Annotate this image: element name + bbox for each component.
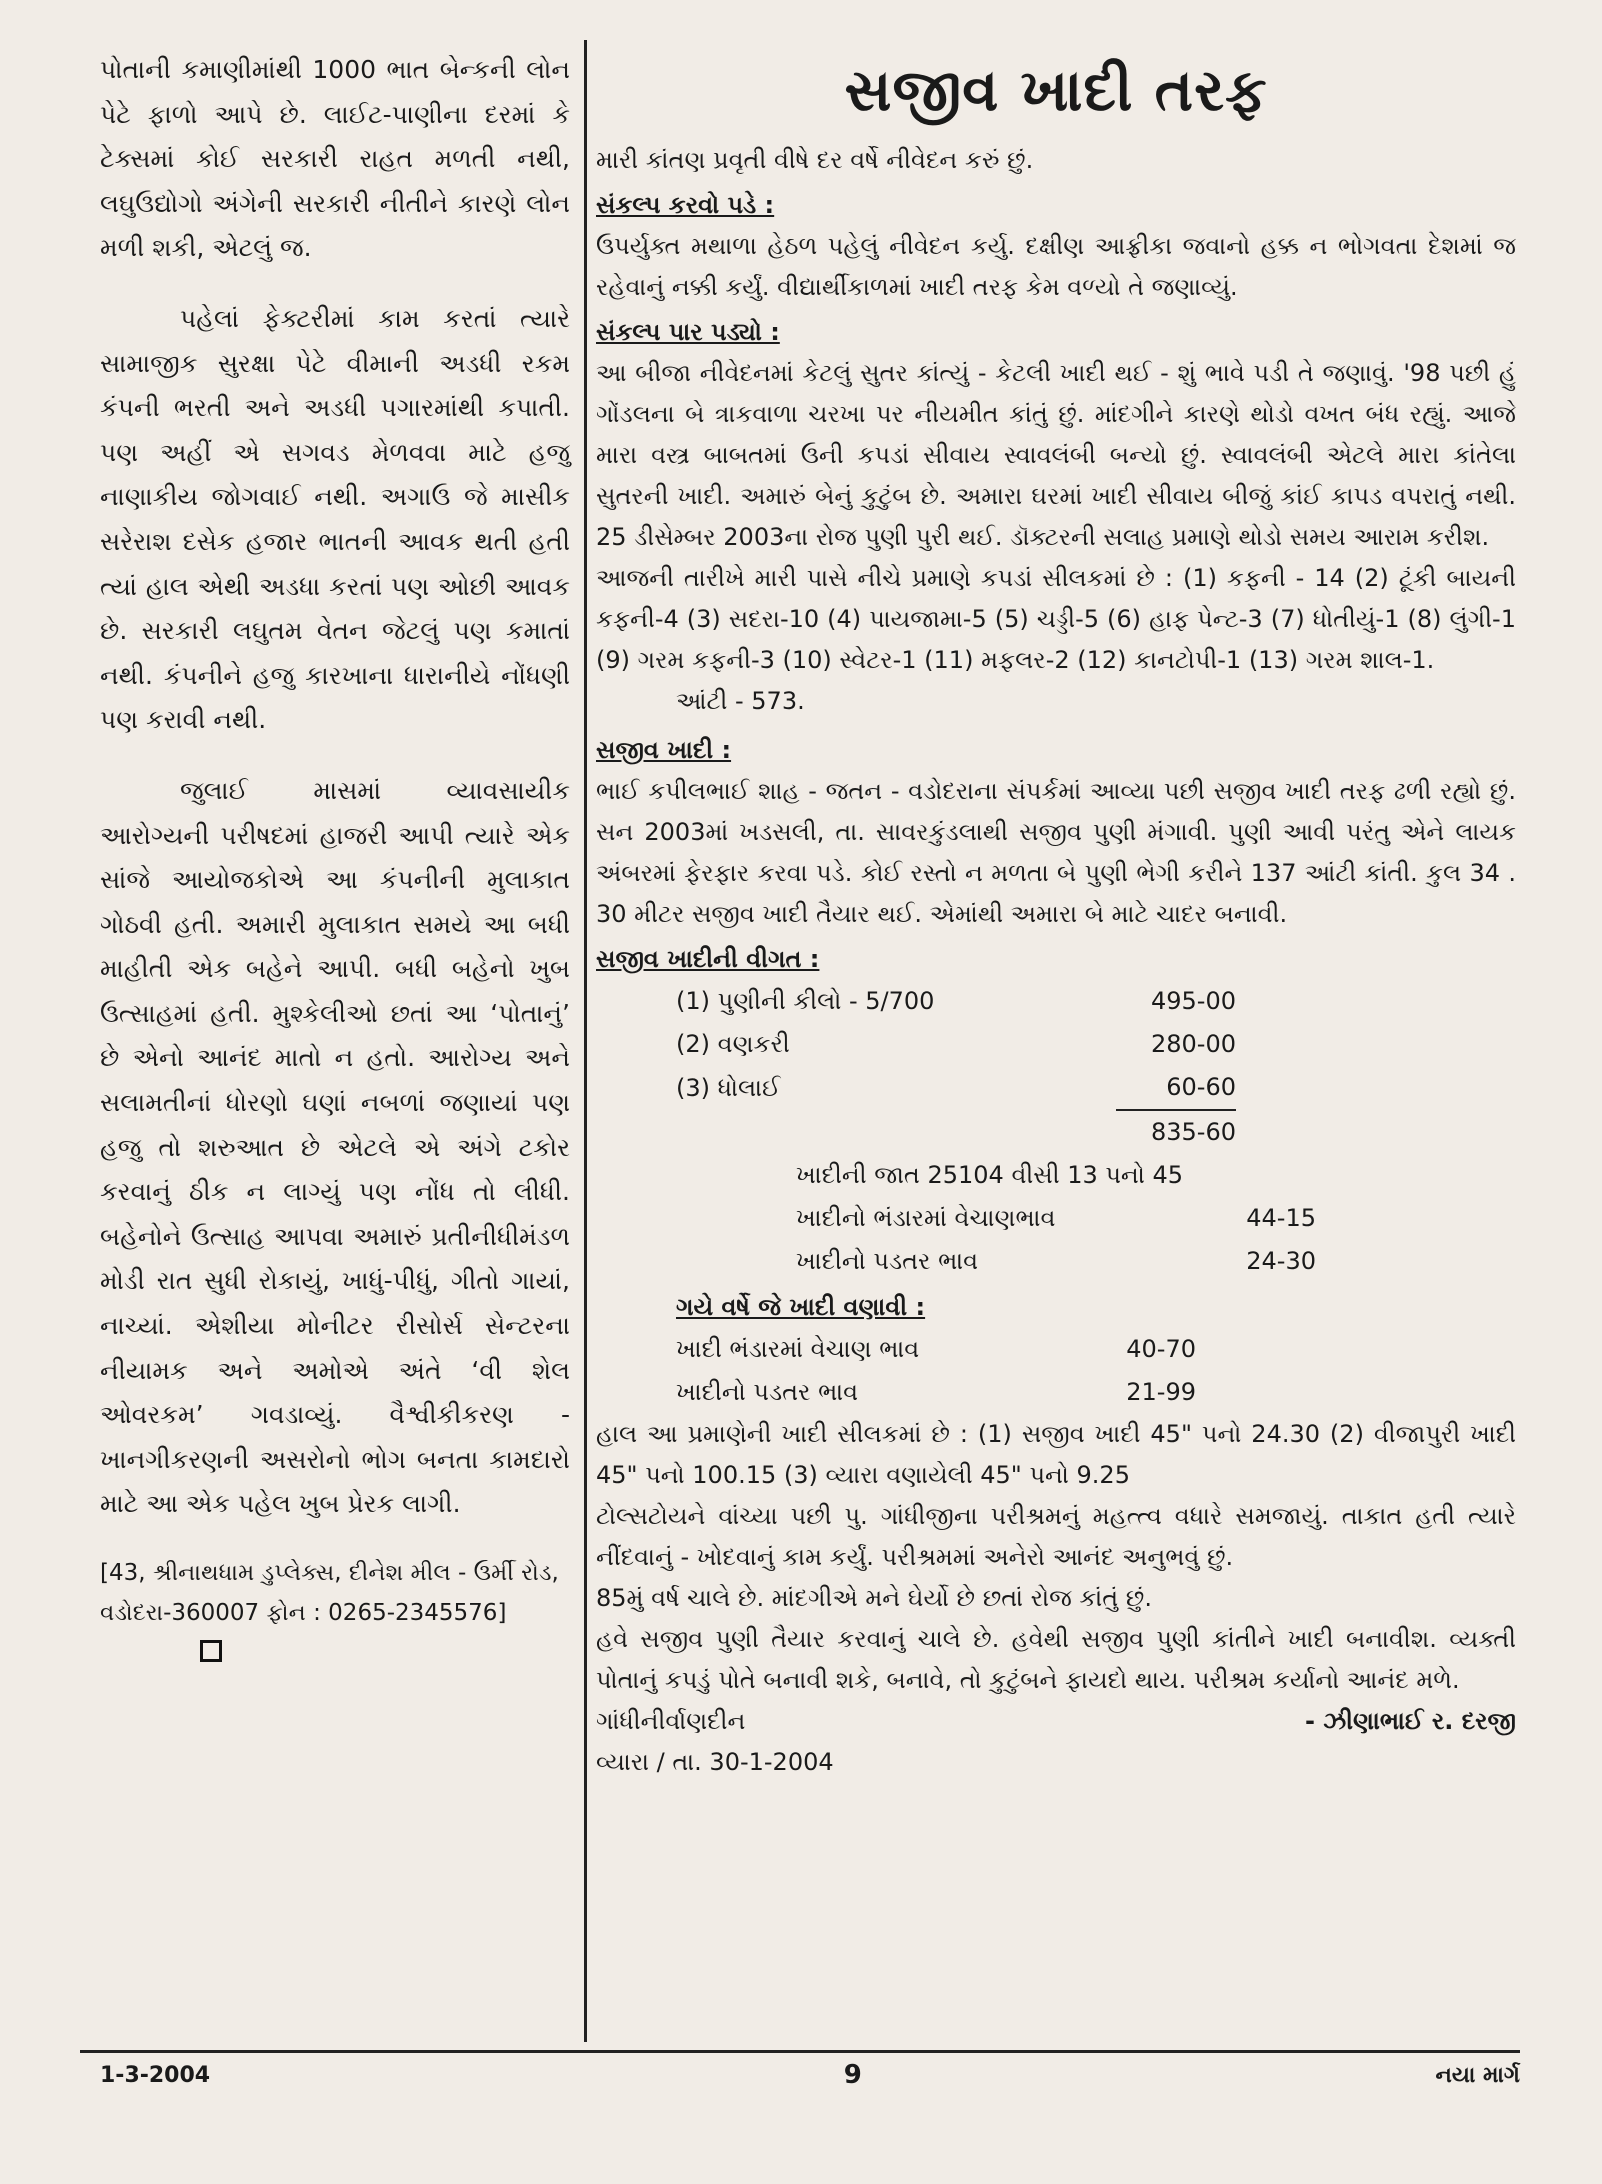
price-value: 24-30 (1246, 1247, 1316, 1275)
signature-day: ગાંધીનીર્વાણદીન (596, 1707, 746, 1735)
cost-label: (1) પુણીની કીલો - 5/700 (676, 987, 935, 1015)
article-intro: મારી કાંતણ પ્રવૃતી વીષે દર વર્ષે નીવેદન કરું છું. (596, 146, 1034, 174)
price-label: ખાદીનો ભંડારમાં વેચાણભાવ (796, 1204, 1056, 1232)
last-year-table (676, 1328, 1196, 1414)
section-heading-1: સંકલ્પ કરવો પડે : (596, 191, 775, 219)
author-signature: - ઝીણાભાઈ ર. દરજી (1304, 1707, 1516, 1735)
page-footer (100, 2060, 1520, 2090)
last-year-row (676, 1328, 1196, 1371)
price-row (796, 1240, 1316, 1283)
future-plan-text: હવે સજીવ પુણી તૈયાર કરવાનું ચાલે છે. હવેથી સજીવ પુણી કાંતીને ખાદી બનાવીશ. વ્યક્તી પોતાનું કપડું પોતે બનાવી શકે, બનાવે, તો કુટુંબને ફાયદો થાય. પરીશ્રમ કર્યાનો આનંદ મળે. (596, 1625, 1516, 1694)
column-divider (584, 40, 587, 2042)
right-column (596, 40, 1516, 1783)
section-text-1: ઉપર્યુક્ત મથાળા હેઠળ પહેલું નીવેદન કર્યુ. દક્ષીણ આફ્રીકા જવાનો હક્ક ન ભોગવતા દેશમાં જ રહેવાનું નક્કી કર્યું. વીદ્યાર્થીકાળમાં ખાદી તરફ કેમ વળ્યો તે જણાવ્યું. (596, 232, 1516, 301)
age-text: 85મું વર્ષ ચાલે છે. માંદગીએ મને ઘેર્યો છે છતાં રોજ કાંતું છું. (596, 1584, 1152, 1612)
tolstoy-text: ટોલ્સટોયને વાંચ્યા પછી પુ. ગાંધીજીના પરીશ્રમનું મહત્ત્વ વધારે સમજાયું. તાકાત હતી ત્યારે નીંદવાનું - ખોદવાનું કામ કર્યું. પરીશ્રમમાં અનેરો આનંદ અનુભવું છું. (596, 1502, 1516, 1571)
khadi-price-table (796, 1154, 1316, 1283)
article-end-square-icon (200, 1640, 222, 1662)
ati-count: આંટી - 573. (676, 687, 805, 715)
last-year-row (676, 1371, 1196, 1414)
cost-row (676, 1023, 1236, 1066)
section-heading-3: સજીવ ખાદી : (596, 736, 732, 764)
cost-total: 835-60 (1116, 1110, 1236, 1154)
cost-row (676, 980, 1236, 1023)
last-year-value: 40-70 (1126, 1335, 1196, 1363)
left-column (100, 48, 570, 1699)
cost-amount: 280-00 (1150, 1030, 1236, 1058)
article-title: સજીવ ખાદી તરફ (844, 56, 1268, 124)
page-number: 9 (843, 2060, 862, 2090)
signature-row (596, 1701, 1516, 1742)
cost-amount: 60-60 (1166, 1073, 1236, 1101)
cost-label: (2) વણકરી (676, 1030, 790, 1058)
current-stock-text: હાલ આ પ્રમાણેની ખાદી સીલકમાં છે : (1) સજીવ ખાદી 45" પનો 24.30 (2) વીજાપુરી ખાદી 45" પનો 100.15 (3) વ્યારા વણાયેલી 45" પનો 9.25 (596, 1420, 1516, 1489)
author-address-text: [43, શ્રીનાથધામ ડુપ્લેક્સ, દીનેશ મીલ - ઉર્મી રોડ, વડોદરા-360007 ફોન : 0265-2345576] (100, 1560, 559, 1626)
section-text-2: આ બીજા નીવેદનમાં કેટલું સુતર કાંત્યું - કેટલી ખાદી થઈ - શું ભાવે પડી તે જણાવું. '98 પછી હું ગોંડલના બે ત્રાકવાળા ચરખા પર નીયમીત કાંતું છું. માંદગીને કારણે થોડો વખત બંધ રહ્યું. આજે મારા વસ્ત્ર બાબતમાં ઉની કપડાં સીવાય સ્વાવલંબી બન્યો છું. સ્વાવલંબી એટલે મારા કાંતેલા સુતરની ખાદી. અમારું બેનું કુટુંબ છે. અમારા ઘરમાં ખાદી સીવાય બીજું કાંઈ કાપડ વપરાતું નથી. 25 ડીસેમ્બર 2003ના રોજ પુણી પુરી થઈ. ડૉક્ટરની સલાહ પ્રમાણે થોડો સમય આરામ કરીશ. (596, 359, 1516, 551)
signature-place-date: વ્યારા / તા. 30-1-2004 (596, 1748, 834, 1776)
last-year-label: ખાદી ભંડારમાં વેચાણ ભાવ (676, 1335, 920, 1363)
last-year-value: 21-99 (1126, 1378, 1196, 1406)
section-heading-5: ગયે વર્ષે જે ખાદી વણાવી : (676, 1293, 926, 1321)
clothes-inventory-text: આજની તારીખે મારી પાસે નીચે પ્રમાણે કપડાં સીલકમાં છે : (1) કફની - 14 (2) ટૂંકી બાયની કફની-4 (3) સદરા-10 (4) પાયજામા-5 (5) ચડ્ડી-5 (6) હાફ પેન્ટ-3 (7) ધોતીયું-1 (8) લુંગી-1 (9) ગરમ કફની-3 (10) સ્વેટર-1 (11) મફલર-2 (12) કાનટોપી-1 (13) ગરમ શાલ-1. (596, 564, 1516, 674)
publication-name: નયા માર્ગ (1435, 2062, 1520, 2088)
cost-amount: 495-00 (1150, 987, 1236, 1015)
left-paragraph-2: પહેલાં ફેક્ટરીમાં કામ કરતાં ત્યારે સામાજીક સુરક્ષા પેટે વીમાની અડધી રકમ કંપની ભરતી અને અડધી પગારમાંથી કપાતી. પણ અહીં એ સગવડ મેળવવા માટે હજુ નાણાકીય જોગવાઈ નથી. અગાઉ જે માસીક સરેરાશ દસેક હજાર ભાતની આવક થતી હતી ત્યાં હાલ એથી અડધા કરતાં પણ ઓછી આવક છે. સરકારી લઘુતમ વેતન જેટલું પણ કમાતાં નથી. કંપનીને હજુ કારખાના ધારાનીયે નોંધણી પણ કરાવી નથી. (100, 303, 570, 735)
khadi-type: ખાદીની જાત 25104 વીસી 13 પનો 45 (796, 1161, 1183, 1189)
section-heading-2: સંકલ્પ પાર પડ્યો : (596, 318, 780, 346)
cost-row (676, 1066, 1236, 1110)
footer-date: 1-3-2004 (100, 2062, 211, 2088)
footer-rule (80, 2050, 1520, 2053)
cost-table (676, 980, 1236, 1154)
left-paragraph-1: પોતાની કમાણીમાંથી 1000 ભાત બેન્કની લોન પેટે ફાળો આપે છે. લાઈટ-પાણીના દરમાં કે ટેક્સમાં કોઈ સરકારી રાહત મળતી નથી, લઘુઉદ્યોગો અંગેની સરકારી નીતીને કારણે લોન મળી શકી, એટલું જ. (100, 55, 570, 263)
left-paragraph-3: જુલાઈ માસમાં વ્યાવસાયીક આરોગ્યની પરીષદમાં હાજરી આપી ત્યારે એક સાંજે આયોજકોએ આ કંપનીની મુલાકાત ગોઠવી હતી. અમારી મુલાકાત સમયે આ બધી માહીતી એક બહેને આપી. બધી બહેનો ખુબ ઉત્સાહમાં હતી. મુશ્કેલીઓ છતાં આ ‘પોતાનું’ છે એનો આનંદ માતો ન હતો. આરોગ્ય અને સલામતીનાં ધોરણો ઘણાં નબળાં જણાયાં પણ હજુ તો શરુઆત છે એટલે એ અંગે ટકોર કરવાનું ઠીક ન લાગ્યું પણ નોંધ તો લીધી. બહેનોને ઉત્સાહ આપવા અમારું પ્રતીનીધીમંડળ મોડી રાત સુધી રોકાયું, ખાધું-પીધું, ગીતો ગાયાં, નાચ્યાં. એશીયા મોનીટર રીસોર્સ સેન્ટરના નીયામક અને અમોએ અંતે ‘વી શેલ ઓવરકમ’ ગવડાવ્યું. વૈશ્વીકીકરણ - ખાનગીકરણની અસરોનો ભોગ બનતા કામદારો માટે આ એક પહેલ ખુબ પ્રેરક લાગી. (100, 775, 570, 1519)
author-address (100, 1553, 570, 1673)
section-text-4: ભાઈ કપીલભાઈ શાહ - જતન - વડોદરાના સંપર્કમાં આવ્યા પછી સજીવ ખાદી તરફ ઢળી રહ્યો છું. સન 2003માં ખડસલી, તા. સાવરકુંડલાથી સજીવ પુણી મંગાવી. પુણી આવી પરંતુ એને લાયક અંબરમાં ફેરફાર કરવા પડે. કોઈ રસ્તો ન મળતા બે પુણી ભેગી કરીને 137 આંટી કાંતી. કુલ 34 . 30 મીટર સજીવ ખાદી તૈયાર થઈ. એમાંથી અમારા બે માટે ચાદર બનાવી. (596, 777, 1516, 928)
section-heading-4: સજીવ ખાદીની વીગત : (596, 945, 820, 973)
cost-label: (3) ધોલાઈ (676, 1073, 781, 1102)
cost-total-row (676, 1110, 1236, 1154)
price-value: 44-15 (1246, 1204, 1316, 1232)
last-year-label: ખાદીનો પડતર ભાવ (676, 1378, 859, 1406)
price-label: ખાદીનો પડતર ભાવ (796, 1247, 979, 1275)
price-row (796, 1197, 1316, 1240)
